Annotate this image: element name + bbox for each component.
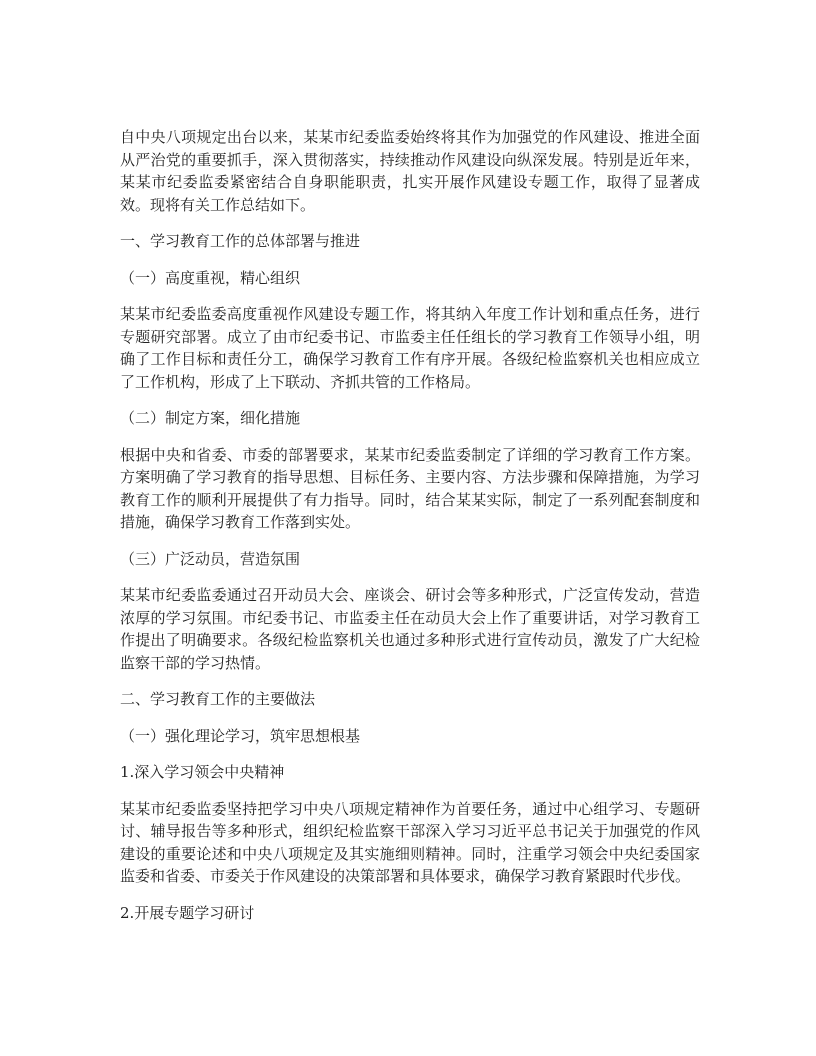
section-2-item-1-heading: 1.深入学习领会中央精神 — [120, 763, 285, 781]
section-2-sub-1-heading: （一）强化理论学习，筑牢思想根基 — [120, 726, 361, 745]
intro-paragraph: 自中央八项规定出台以来，某某市纪委监委始终将其作为加强党的作风建设、推进全面从严治党的重要抓手，深入贯彻落实，持续推动作风建设向纵深发展。特别是近年来，某某市纪委监委紧密结合自身职能职责，扎实开展作风建设专题工作，取得了显著成效。现将有关工作总结如下。 — [120, 128, 700, 214]
section-2-item-1-body: 某某市纪委监委坚持把学习中央八项规定精神作为首要任务，通过中心组学习、专题研讨、辅导报告等多种形式，组织纪检监察干部深入学习习近平总书记关于加强党的作风建设的重要论述和中央八项规定及其实施细则精神。同时，注重学习领会中央纪委国家监委和省委、市委关于作风建设的决策部署和具体要求，确保学习教育紧跟时代步伐。 — [120, 799, 700, 885]
section-1-sub-1-heading: （一）高度重视，精心组织 — [120, 268, 301, 287]
section-2-item-2-heading: 2.开展专题学习研讨 — [120, 903, 255, 922]
section-2-heading: 二、学习教育工作的主要做法 — [120, 690, 316, 708]
document-page — [120, 126, 700, 938]
section-1-sub-3-heading: （三）广泛动员，营造氛围 — [120, 549, 301, 568]
section-1-sub-3-body: 某某市纪委监委通过召开动员大会、座谈会、研讨会等多种形式，广泛宣传发动，营造浓厚的学习氛围。市纪委书记、市监委主任在动员大会上作了重要讲话，对学习教育工作提出了明确要求。各级纪检监察机关也通过多种形式进行宣传动员，激发了广大纪检监察干部的学习热情。 — [120, 586, 700, 672]
section-1-sub-2-body: 根据中央和省委、市委的部署要求，某某市纪委监委制定了详细的学习教育工作方案。方案明确了学习教育的指导思想、目标任务、主要内容、方法步骤和保障措施，为学习教育工作的顺利开展提供了有力指导。同时，结合某某实际，制定了一系列配套制度和措施，确保学习教育工作落到实处。 — [120, 445, 700, 531]
section-1-heading: 一、学习教育工作的总体部署与推进 — [120, 232, 361, 250]
section-1-sub-1-body: 某某市纪委监委高度重视作风建设专题工作，将其纳入年度工作计划和重点任务，进行专题研究部署。成立了由市纪委书记、市监委主任任组长的学习教育工作领导小组，明确了工作目标和责任分工，确保学习教育工作有序开展。各级纪检监察机关也相应成立了工作机构，形成了上下联动、齐抓共管的工作格局。 — [120, 305, 700, 391]
section-1-sub-2-heading: （二）制定方案，细化措施 — [120, 409, 301, 427]
